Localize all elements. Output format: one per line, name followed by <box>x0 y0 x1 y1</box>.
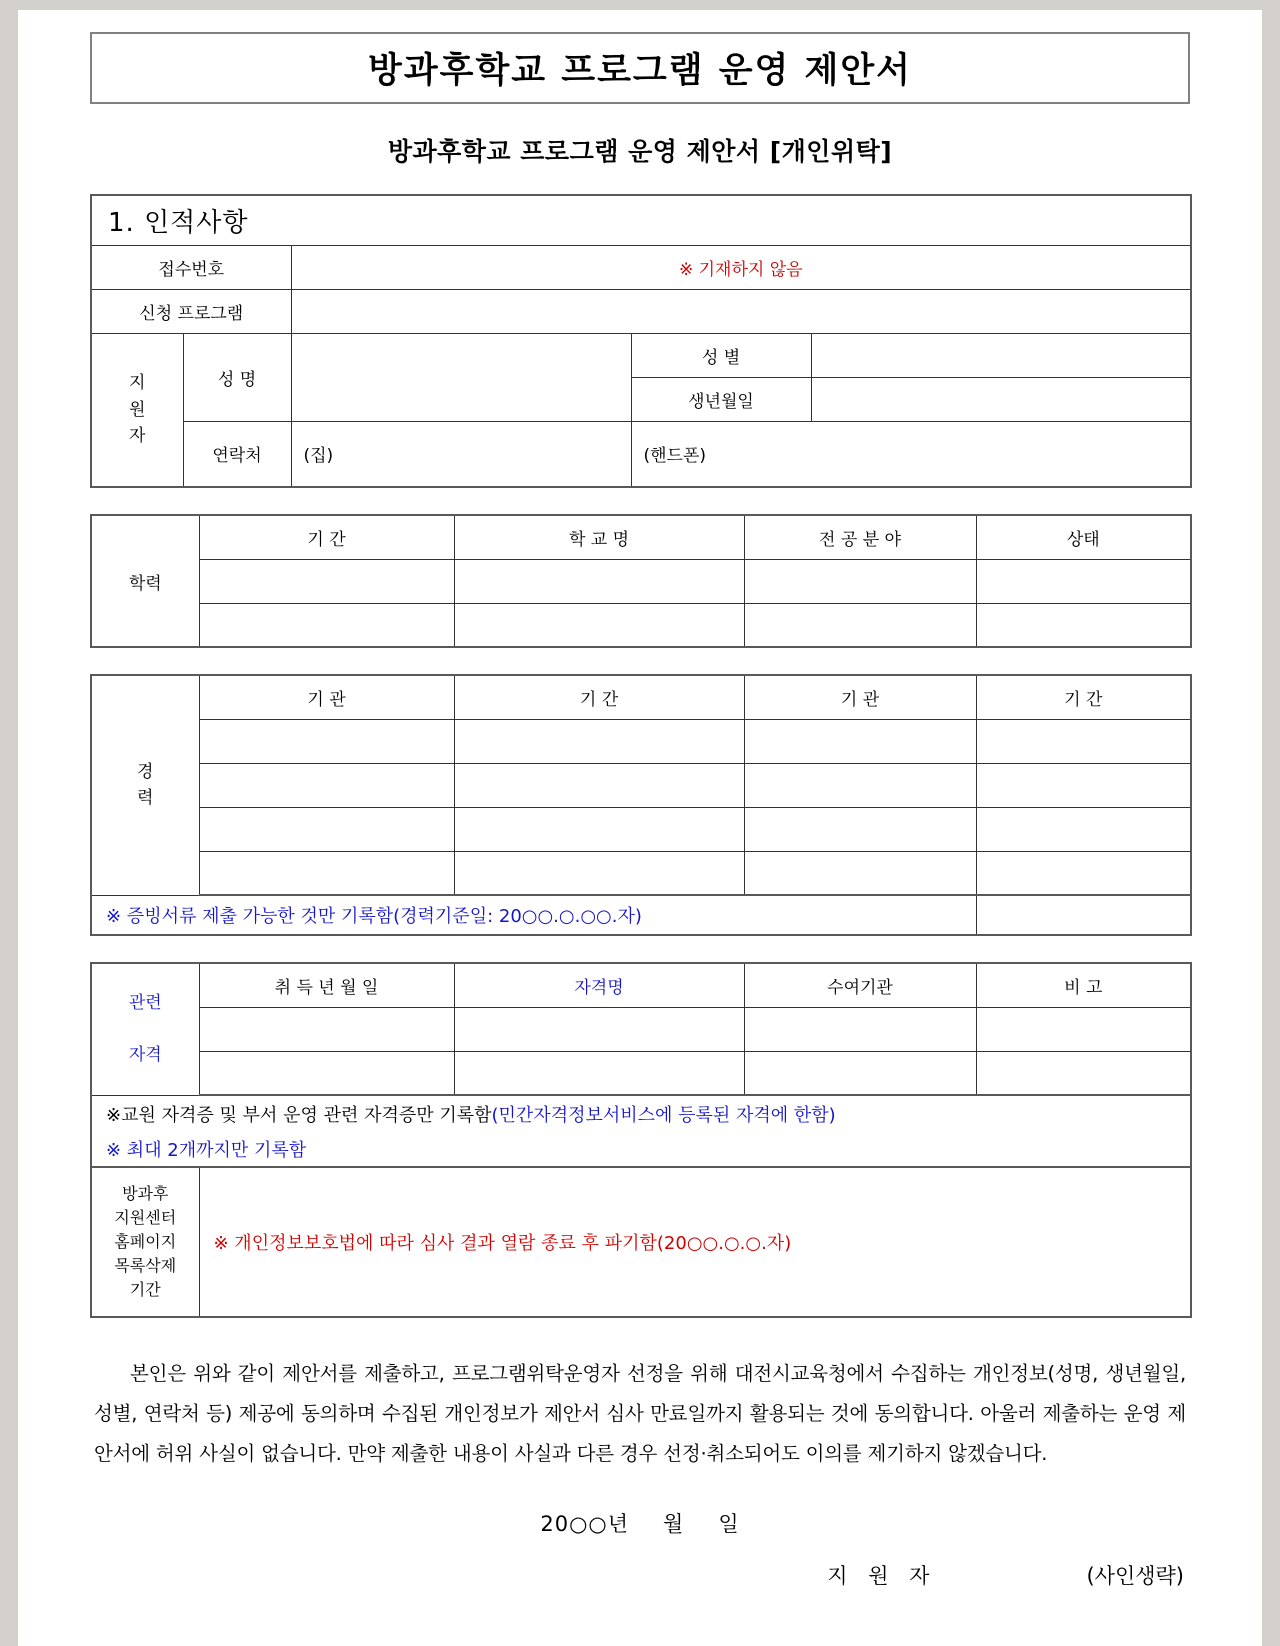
sub-title: 방과후학교 프로그램 운영 제안서 [개인위탁] <box>387 137 893 166</box>
main-title-box <box>90 32 1190 104</box>
program-value[interactable] <box>291 289 1191 333</box>
career-note-row <box>91 895 1191 935</box>
career-row-label <box>91 675 199 895</box>
education-row-label: 학력 <box>91 515 199 647</box>
career-note: ※ 증빙서류 제출 가능한 것만 기록함(경력기준일: 20○○.○.○○.자) <box>91 895 976 935</box>
career-cell[interactable] <box>454 851 744 895</box>
deletion-label-line-4: 목록삭제 <box>114 1256 177 1275</box>
applicant-label-char-3: 자 <box>129 425 146 446</box>
contact-mobile[interactable]: (핸드폰) <box>631 421 1191 487</box>
table-row <box>91 1051 1191 1095</box>
qualification-note2-row <box>91 1131 1191 1167</box>
career-cell[interactable] <box>199 763 454 807</box>
career-label-char-1: 경 <box>137 761 154 782</box>
career-table <box>90 674 1192 936</box>
table-row <box>91 603 1191 647</box>
education-cell[interactable] <box>744 559 976 603</box>
qualification-cell[interactable] <box>454 1007 744 1051</box>
education-cell[interactable] <box>976 603 1191 647</box>
education-cell[interactable] <box>199 603 454 647</box>
table-row <box>91 851 1191 895</box>
career-cell[interactable] <box>976 807 1191 851</box>
table-row <box>91 1007 1191 1051</box>
name-value[interactable] <box>291 333 631 421</box>
deletion-period-row <box>91 1167 1191 1317</box>
contact-row <box>91 421 1191 487</box>
career-cell[interactable] <box>199 851 454 895</box>
education-header-row <box>91 515 1191 559</box>
deletion-label-line-1: 방과후 <box>122 1184 169 1203</box>
consent-paragraph: 본인은 위와 같이 제안서를 제출하고, 프로그램위탁운영자 선정을 위해 대전시교육청에서 수집하는 개인정보(성명, 생년월일, 성별, 연락처 등) 제공에 동의하며 수집된 개인정보가 제안서 심사 만료일까지 활용되는 것에 동의합니다. 아울러 제출하는 운영 제안서에 허위 사실이 없습니다. 만약 제출한 내용이 사실과 다른 경우 선정·취소되어도 이의를 제기하지 않겠습니다. <box>94 1362 1186 1465</box>
qualification-row-label <box>91 963 199 1095</box>
birth-label: 생년월일 <box>631 377 811 421</box>
qualification-label-line2: 자격 <box>128 1045 162 1066</box>
table-row <box>91 807 1191 851</box>
table-row <box>91 559 1191 603</box>
qualification-cell[interactable] <box>976 1007 1191 1051</box>
gender-value[interactable] <box>811 333 1191 377</box>
education-header-school: 학 교 명 <box>454 515 744 559</box>
deletion-period-note: ※ 개인정보보호법에 따라 심사 결과 열람 종료 후 파기함(20○○.○.○.자) <box>199 1167 1191 1317</box>
qualification-label-line1: 관련 <box>128 992 162 1013</box>
career-cell[interactable] <box>454 763 744 807</box>
career-cell[interactable] <box>744 719 976 763</box>
career-cell[interactable] <box>976 851 1191 895</box>
deletion-label-line-3: 홈페이지 <box>114 1232 177 1251</box>
deletion-period-label <box>91 1167 199 1317</box>
qualification-header-remark: 비 고 <box>976 963 1191 1007</box>
career-cell[interactable] <box>199 719 454 763</box>
career-cell[interactable] <box>454 807 744 851</box>
qualification-header-name: 자격명 <box>454 963 744 1007</box>
education-cell[interactable] <box>454 603 744 647</box>
table-row <box>91 763 1191 807</box>
qualification-note2: ※ 최대 2개까지만 기록함 <box>91 1131 1191 1167</box>
page-title: 방과후학교 프로그램 운영 제안서 <box>368 51 912 91</box>
section1-heading-row <box>91 195 1191 245</box>
program-row <box>91 289 1191 333</box>
name-gender-row <box>91 333 1191 377</box>
career-label-char-2: 력 <box>137 788 154 809</box>
career-cell[interactable] <box>744 851 976 895</box>
qualification-cell[interactable] <box>199 1051 454 1095</box>
career-cell[interactable] <box>199 807 454 851</box>
personal-info-table <box>90 194 1192 488</box>
name-label: 성 명 <box>183 333 291 421</box>
qualification-cell[interactable] <box>454 1051 744 1095</box>
receipt-number-note: ※ 기재하지 않음 <box>291 245 1191 289</box>
career-cell[interactable] <box>744 807 976 851</box>
document-page <box>18 10 1262 1646</box>
career-header-org-1: 기 관 <box>199 675 454 719</box>
qualification-table <box>90 962 1192 1318</box>
qualification-cell[interactable] <box>976 1051 1191 1095</box>
applicant-label-char-2: 원 <box>129 399 146 420</box>
qualification-cell[interactable] <box>744 1007 976 1051</box>
education-cell[interactable] <box>744 603 976 647</box>
career-cell[interactable] <box>976 763 1191 807</box>
deletion-label-line-2: 지원센터 <box>114 1208 177 1227</box>
qualification-note1-row <box>91 1095 1191 1131</box>
qualification-note1-blue: (민간자격정보서비스에 등록된 자격에 한함) <box>491 1104 836 1126</box>
signature-applicant-label: 지 원 자 <box>827 1563 937 1588</box>
deletion-label-line-5: 기간 <box>129 1280 161 1299</box>
birth-value[interactable] <box>811 377 1191 421</box>
gender-label: 성 별 <box>631 333 811 377</box>
career-cell[interactable] <box>454 719 744 763</box>
career-header-period-1: 기 간 <box>454 675 744 719</box>
education-header-status: 상태 <box>976 515 1191 559</box>
career-header-period-2: 기 간 <box>976 675 1191 719</box>
date-day: 일 <box>718 1511 740 1536</box>
education-table <box>90 514 1192 648</box>
qualification-header-row <box>91 963 1191 1007</box>
date-year: 20○○년 <box>540 1511 630 1536</box>
education-cell[interactable] <box>976 559 1191 603</box>
section1-heading: 1. 인적사항 <box>91 195 1191 245</box>
education-header-period: 기 간 <box>199 515 454 559</box>
contact-label: 연락처 <box>183 421 291 487</box>
program-label: 신청 프로그램 <box>91 289 291 333</box>
qualification-cell[interactable] <box>744 1051 976 1095</box>
applicant-label <box>91 333 183 487</box>
qualification-cell[interactable] <box>199 1007 454 1051</box>
qualification-header-date: 취 득 년 월 일 <box>199 963 454 1007</box>
signature-omitted-note: (사인생략) <box>1086 1563 1184 1588</box>
receipt-number-label: 접수번호 <box>91 245 291 289</box>
receipt-number-row <box>91 245 1191 289</box>
date-month: 월 <box>663 1511 685 1536</box>
table-row <box>91 719 1191 763</box>
education-header-major: 전 공 분 야 <box>744 515 976 559</box>
career-header-row <box>91 675 1191 719</box>
date-line <box>90 1508 1190 1538</box>
education-cell[interactable] <box>199 559 454 603</box>
education-cell[interactable] <box>454 559 744 603</box>
qualification-note1-black: ※교원 자격증 및 부서 운영 관련 자격증만 기록함 <box>106 1104 492 1126</box>
qualification-note1 <box>91 1095 1191 1131</box>
career-cell[interactable] <box>744 763 976 807</box>
contact-home[interactable]: (집) <box>291 421 631 487</box>
qualification-header-issuer: 수여기관 <box>744 963 976 1007</box>
career-cell[interactable] <box>976 719 1191 763</box>
applicant-label-char-1: 지 <box>129 373 146 394</box>
signature-line <box>90 1560 1190 1590</box>
career-header-org-2: 기 관 <box>744 675 976 719</box>
